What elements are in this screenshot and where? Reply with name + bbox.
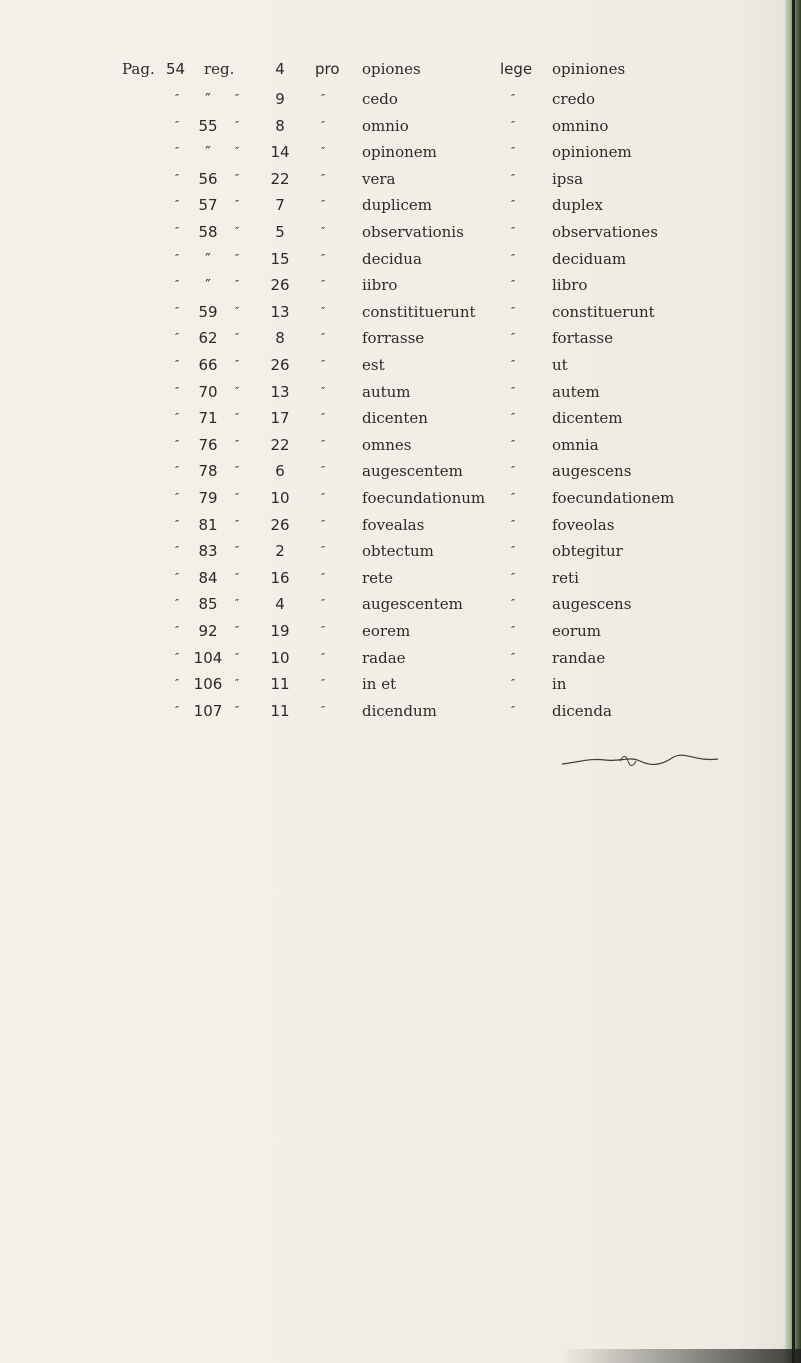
line-number: 10 <box>270 489 290 507</box>
page-number: 66 <box>198 356 218 374</box>
page-number: 70 <box>198 382 218 401</box>
page-shadow <box>561 1349 801 1363</box>
ditto-mark: ″ <box>234 251 240 265</box>
ditto-mark: ″ <box>174 624 180 637</box>
line-number: 6 <box>275 462 285 481</box>
page-number: 106 <box>193 675 223 694</box>
page-edge-line <box>792 0 795 1363</box>
ditto-mark: ″ <box>320 411 326 425</box>
erroneous-word: autum <box>362 382 411 401</box>
ditto-mark: ″ <box>234 358 240 371</box>
page-number: 59 <box>198 302 218 321</box>
ditto-mark: ″ <box>234 437 240 451</box>
ditto-mark: ″ <box>510 517 516 531</box>
ditto-mark: ″ <box>510 491 516 504</box>
errata-row <box>0 432 780 458</box>
line-number: 15 <box>270 249 290 268</box>
ditto-mark: ″ <box>234 703 240 717</box>
errata-row <box>0 113 780 139</box>
ditto-mark: ″ <box>174 650 180 664</box>
errata-row <box>0 645 780 671</box>
ditto-mark: ″ <box>320 225 326 238</box>
ditto-mark: ″ <box>234 225 240 238</box>
ditto-mark: ″ <box>174 171 180 185</box>
ditto-mark: ″ <box>234 570 240 584</box>
page-number: 56 <box>198 169 218 188</box>
page-number: ″ <box>205 249 211 268</box>
page-number: 104 <box>193 648 223 667</box>
page-number: 92 <box>198 622 218 640</box>
ornament-flourish <box>560 752 720 770</box>
ditto-mark: ″ <box>174 145 180 159</box>
ditto-mark: ″ <box>510 278 516 292</box>
errata-row <box>0 565 780 591</box>
erroneous-word: in et <box>362 675 397 694</box>
line-number: 2 <box>275 542 285 561</box>
line-number: 4 <box>275 595 285 614</box>
corrected-word: constituerunt <box>552 302 655 321</box>
ditto-mark: ″ <box>174 464 180 478</box>
page-number: 62 <box>198 329 218 348</box>
ditto-mark: ″ <box>510 570 516 584</box>
line-number: 13 <box>270 302 290 321</box>
corrected-word: augescens <box>552 595 632 614</box>
erroneous-word: vera <box>362 169 396 188</box>
errata-row <box>0 405 780 431</box>
corrected-word: augescens <box>552 462 632 481</box>
errata-row <box>0 485 780 511</box>
ditto-mark: ″ <box>510 92 516 105</box>
header-right: opiniones <box>552 60 626 78</box>
corrected-word: randae <box>552 648 606 667</box>
ditto-mark: ″ <box>174 358 180 371</box>
ditto-mark: ″ <box>174 677 180 691</box>
ditto-mark: ″ <box>234 517 240 531</box>
page-number: 71 <box>198 409 218 428</box>
corrected-word: omnia <box>552 435 599 454</box>
ditto-mark: ″ <box>510 118 516 132</box>
ditto-mark: ″ <box>320 544 326 558</box>
erroneous-word: decidua <box>362 249 422 268</box>
page-number: 84 <box>198 568 218 587</box>
ditto-mark: ″ <box>510 544 516 558</box>
ditto-mark: ″ <box>174 517 180 531</box>
corrected-word: libro <box>552 276 588 295</box>
header-pag: Pag. <box>122 60 155 78</box>
header-line: 4 <box>275 60 285 78</box>
ditto-mark: ″ <box>174 278 180 292</box>
corrected-word: reti <box>552 568 579 587</box>
corrected-word: foecundationem <box>552 489 675 507</box>
ditto-mark: ″ <box>234 384 240 398</box>
page-number: ″ <box>205 90 211 108</box>
ditto-mark: ″ <box>234 624 240 637</box>
line-number: 17 <box>270 409 290 428</box>
line-number: 26 <box>270 356 290 374</box>
ditto-mark: ″ <box>320 198 326 212</box>
corrected-word: ipsa <box>552 169 584 188</box>
corrected-word: dicenda <box>552 701 612 720</box>
line-number: 11 <box>270 675 290 694</box>
corrected-word: in <box>552 675 567 694</box>
page-number: 107 <box>193 701 223 720</box>
ditto-mark: ″ <box>510 251 516 265</box>
errata-row <box>0 512 780 538</box>
page-number: 57 <box>198 196 218 215</box>
errata-row <box>0 325 780 351</box>
errata-row <box>0 166 780 192</box>
ditto-mark: ″ <box>320 304 326 318</box>
corrected-word: foveolas <box>552 515 615 534</box>
line-number: 16 <box>270 568 290 587</box>
ditto-mark: ″ <box>320 597 326 611</box>
line-number: 19 <box>270 622 290 640</box>
ditto-mark: ″ <box>174 703 180 717</box>
page-number: 78 <box>198 462 218 481</box>
erroneous-word: omnio <box>362 116 409 135</box>
page-number: ″ <box>205 276 211 295</box>
errata-row <box>0 698 780 724</box>
ditto-mark: ″ <box>510 677 516 691</box>
page-number: 76 <box>198 435 218 454</box>
erroneous-word: foecundationum <box>362 489 486 507</box>
ditto-mark: ″ <box>510 331 516 345</box>
erroneous-word: dicendum <box>362 701 437 720</box>
erroneous-word: opinonem <box>362 143 437 162</box>
ditto-mark: ″ <box>174 92 180 105</box>
ditto-mark: ″ <box>174 491 180 504</box>
errata-row <box>0 299 780 325</box>
page-number: 55 <box>198 116 218 135</box>
ditto-mark: ″ <box>234 92 240 105</box>
ditto-mark: ″ <box>174 437 180 451</box>
erroneous-word: est <box>362 356 385 374</box>
erroneous-word: augescentem <box>362 595 463 614</box>
erroneous-word: constitituerunt <box>362 302 476 321</box>
page-number: 81 <box>198 515 218 534</box>
errata-row <box>0 458 780 484</box>
header-lege: lege <box>500 60 533 78</box>
errata-row <box>0 219 780 245</box>
errata-row <box>0 379 780 405</box>
ditto-mark: ″ <box>234 464 240 478</box>
line-number: 22 <box>270 169 290 188</box>
errata-row <box>0 591 780 617</box>
ditto-mark: ″ <box>174 570 180 584</box>
ditto-mark: ″ <box>174 225 180 238</box>
line-number: 26 <box>270 515 290 534</box>
line-number: 11 <box>270 701 290 720</box>
erroneous-word: observationis <box>362 223 464 241</box>
erroneous-word: iibro <box>362 276 398 295</box>
erroneous-word: forrasse <box>362 329 425 348</box>
ditto-mark: ″ <box>320 118 326 132</box>
line-number: 8 <box>275 329 285 348</box>
errata-row <box>0 352 780 378</box>
ditto-mark: ″ <box>234 677 240 691</box>
page-number: 83 <box>198 542 218 561</box>
ditto-mark: ″ <box>174 198 180 212</box>
ditto-mark: ″ <box>510 171 516 185</box>
line-number: 7 <box>275 196 285 215</box>
errata-row <box>0 86 780 112</box>
corrected-word: observationes <box>552 223 658 241</box>
ditto-mark: ″ <box>510 358 516 371</box>
errata-row <box>0 246 780 272</box>
page-number: 85 <box>198 595 218 614</box>
ditto-mark: ″ <box>320 145 326 159</box>
line-number: 10 <box>270 648 290 667</box>
page-number: ″ <box>205 143 211 162</box>
ditto-mark: ″ <box>234 411 240 425</box>
ditto-mark: ″ <box>510 304 516 318</box>
ditto-mark: ″ <box>320 331 326 345</box>
line-number: 22 <box>270 435 290 454</box>
ditto-mark: ″ <box>234 650 240 664</box>
line-number: 8 <box>275 116 285 135</box>
ditto-mark: ″ <box>320 703 326 717</box>
ditto-mark: ″ <box>174 304 180 318</box>
errata-row <box>0 272 780 298</box>
ditto-mark: ″ <box>510 703 516 717</box>
ditto-mark: ″ <box>510 198 516 212</box>
ditto-mark: ″ <box>320 92 326 105</box>
page-number: 79 <box>198 489 218 507</box>
ditto-mark: ″ <box>174 384 180 398</box>
ditto-mark: ″ <box>510 145 516 159</box>
ditto-mark: ″ <box>234 491 240 504</box>
ditto-mark: ″ <box>320 171 326 185</box>
erroneous-word: obtectum <box>362 542 434 561</box>
ditto-mark: ″ <box>174 118 180 132</box>
erroneous-word: augescentem <box>362 462 463 481</box>
line-number: 13 <box>270 382 290 401</box>
ditto-mark: ″ <box>320 624 326 637</box>
ditto-mark: ″ <box>320 384 326 398</box>
corrected-word: opinionem <box>552 143 632 162</box>
ditto-mark: ″ <box>320 650 326 664</box>
ditto-mark: ″ <box>320 677 326 691</box>
errata-row <box>0 618 780 644</box>
ditto-mark: ″ <box>510 624 516 637</box>
ditto-mark: ″ <box>320 437 326 451</box>
ditto-mark: ″ <box>174 331 180 345</box>
erroneous-word: rete <box>362 568 393 587</box>
ditto-mark: ″ <box>234 331 240 345</box>
ditto-mark: ″ <box>174 411 180 425</box>
ditto-mark: ″ <box>234 597 240 611</box>
erroneous-word: cedo <box>362 90 398 108</box>
ditto-mark: ″ <box>234 145 240 159</box>
errata-header <box>0 56 780 82</box>
header-reg: reg. <box>204 60 235 78</box>
ditto-mark: ″ <box>320 358 326 371</box>
erroneous-word: eorem <box>362 622 411 640</box>
ditto-mark: ″ <box>510 411 516 425</box>
erroneous-word: dicenten <box>362 409 428 428</box>
ditto-mark: ″ <box>234 278 240 292</box>
corrected-word: deciduam <box>552 249 627 268</box>
errata-row <box>0 671 780 697</box>
errata-row <box>0 192 780 218</box>
ditto-mark: ″ <box>320 278 326 292</box>
line-number: 5 <box>275 223 285 241</box>
ditto-mark: ″ <box>510 384 516 398</box>
erroneous-word: duplicem <box>362 196 432 215</box>
erroneous-word: omnes <box>362 435 412 454</box>
ditto-mark: ″ <box>174 251 180 265</box>
corrected-word: duplex <box>552 196 603 215</box>
errata-row <box>0 139 780 165</box>
header-pro: pro <box>315 60 340 78</box>
ditto-mark: ″ <box>320 491 326 504</box>
corrected-word: omnino <box>552 116 609 135</box>
ditto-mark: ″ <box>234 544 240 558</box>
ditto-mark: ″ <box>320 517 326 531</box>
header-wrong: opiones <box>362 60 421 78</box>
page-number: 58 <box>198 223 218 241</box>
ditto-mark: ″ <box>510 597 516 611</box>
ditto-mark: ″ <box>510 225 516 238</box>
erroneous-word: radae <box>362 648 406 667</box>
ditto-mark: ″ <box>320 251 326 265</box>
line-number: 9 <box>275 90 285 108</box>
ditto-mark: ″ <box>234 198 240 212</box>
corrected-word: obtegitur <box>552 542 623 561</box>
ditto-mark: ″ <box>510 437 516 451</box>
errata-row <box>0 538 780 564</box>
corrected-word: autem <box>552 382 600 401</box>
ditto-mark: ″ <box>234 118 240 132</box>
erroneous-word: fovealas <box>362 515 425 534</box>
corrected-word: credo <box>552 90 596 108</box>
corrected-word: ut <box>552 356 568 374</box>
header-page: 54 <box>166 60 186 78</box>
line-number: 14 <box>270 143 290 162</box>
ditto-mark: ″ <box>510 464 516 478</box>
corrected-word: eorum <box>552 622 601 640</box>
ditto-mark: ″ <box>320 464 326 478</box>
corrected-word: dicentem <box>552 409 623 428</box>
ditto-mark: ″ <box>234 171 240 185</box>
ditto-mark: ″ <box>320 570 326 584</box>
ditto-mark: ″ <box>510 650 516 664</box>
corrected-word: fortasse <box>552 329 613 348</box>
ditto-mark: ″ <box>174 597 180 611</box>
ditto-mark: ″ <box>234 304 240 318</box>
line-number: 26 <box>270 276 290 295</box>
ditto-mark: ″ <box>174 544 180 558</box>
